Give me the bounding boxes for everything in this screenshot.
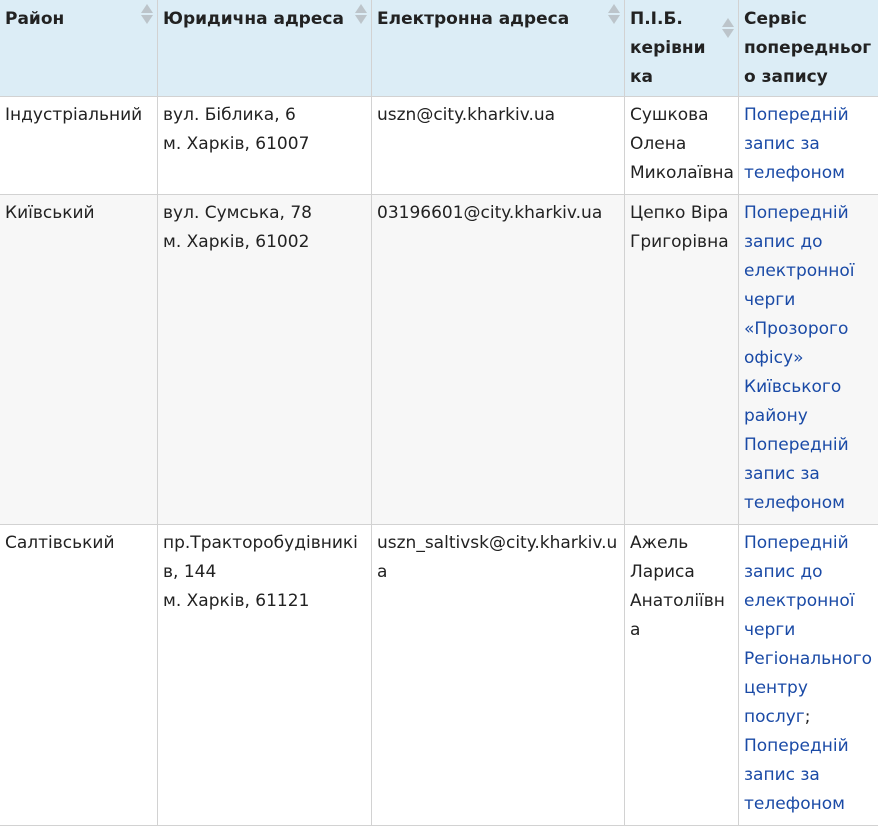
- address-city: м. Харків, 61007: [163, 130, 367, 159]
- address-city: м. Харків, 61002: [163, 228, 367, 257]
- cell-head: Сушкова Олена Миколаївна: [625, 97, 739, 195]
- cell-district: Київський: [0, 195, 158, 525]
- cell-email: uszn_saltivsk@city.kharkiv.ua: [372, 525, 625, 826]
- cell-email: 03196601@city.kharkiv.ua: [372, 195, 625, 525]
- column-header-email[interactable]: [372, 0, 625, 97]
- cell-address: [158, 525, 372, 826]
- sort-icon[interactable]: [608, 4, 620, 24]
- service-link-phone[interactable]: Попередній запис за телефоном: [744, 105, 849, 183]
- table-row: [0, 525, 878, 826]
- cell-address: [158, 195, 372, 525]
- service-link-phone[interactable]: Попередній запис за телефоном: [744, 732, 875, 819]
- table-row: [0, 97, 878, 195]
- column-header-label: Сервіс попереднього запису: [744, 9, 871, 87]
- address-street: вул. Сумська, 78: [163, 199, 367, 228]
- address-street: вул. Біблика, 6: [163, 101, 367, 130]
- cell-service: [739, 195, 878, 525]
- sort-icon[interactable]: [722, 18, 734, 38]
- service-group: [744, 529, 875, 732]
- cell-email: uszn@city.kharkiv.ua: [372, 97, 625, 195]
- column-header-label: П.І.Б. керівника: [630, 9, 705, 87]
- column-header-district[interactable]: [0, 0, 158, 97]
- cell-head: Ажель Лариса Анатоліївна: [625, 525, 739, 826]
- table-row: [0, 195, 878, 525]
- column-header-service[interactable]: [739, 0, 878, 97]
- column-header-label: Юридична адреса: [163, 9, 344, 29]
- table-header-row: [0, 0, 878, 97]
- column-header-label: Район: [5, 9, 64, 29]
- column-header-address[interactable]: [158, 0, 372, 97]
- column-header-label: Електронна адреса: [377, 9, 569, 29]
- sort-icon[interactable]: [141, 4, 153, 24]
- cell-address: [158, 97, 372, 195]
- address-street: пр.Тракторобудівників, 144: [163, 529, 367, 587]
- cell-service: [739, 97, 878, 195]
- address-city: м. Харків, 61121: [163, 587, 367, 616]
- service-link-queue[interactable]: Попередній запис до електронної черги Регіонального центру послуг: [744, 533, 872, 727]
- sort-icon[interactable]: [355, 4, 367, 24]
- column-header-head[interactable]: [625, 0, 739, 97]
- cell-district: Салтівський: [0, 525, 158, 826]
- cell-district: Індустріальний: [0, 97, 158, 195]
- service-link-phone[interactable]: Попередній запис за телефоном: [744, 431, 875, 518]
- service-separator: ;: [805, 707, 811, 727]
- cell-head: Цепко Віра Григорівна: [625, 195, 739, 525]
- service-link-queue[interactable]: Попередній запис до електронної черги «Прозорого офісу» Київського району: [744, 199, 875, 431]
- cell-service: [739, 525, 878, 826]
